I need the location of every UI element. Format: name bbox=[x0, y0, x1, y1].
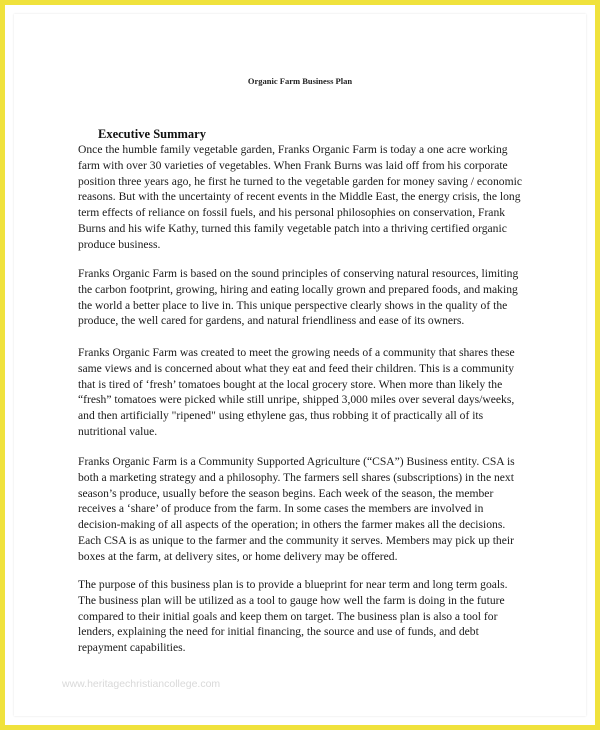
section-heading: Executive Summary bbox=[98, 127, 206, 141]
document-title: Organic Farm Business Plan bbox=[247, 76, 353, 86]
paragraph-purpose: The purpose of this business plan is to provide a blueprint for near term and long term goals. The business plan will be utilized as a tool to gauge how well the farm is doing in the future compared to their initial goals and keep them on target. The business plan is also a tool for lenders, explaining the need for initial financing, the source and use of funds, and debt repayment capabilities. bbox=[78, 578, 508, 655]
paragraph-intro: Once the humble family vegetable garden, Franks Organic Farm is today a one acre working farm with over 30 varieties of vegetables. When Frank Burns was laid off from his corporate position three years ago, he first he turned to the vegetable garden for money saving / economic reasons. But with the uncertainty of recent events in the Middle East, the energy crisis, the long term effects of reliance on fossil fuels, and his personal philosophies on conservation, Frank Burns and his wife Kathy, turned this family vegetable patch into a thriving certified organic produce business. bbox=[78, 143, 522, 251]
paragraph-principles: Franks Organic Farm is based on the sound principles of conserving natural resources, limiting the carbon footprint, growing, hiring and eating locally grown and prepared foods, and making the world a better place to live in. This unique perspective clearly shows in the quality of the produce, the well cared for gardens, and natural friendliness and ease of its owners. bbox=[78, 267, 519, 328]
watermark-text: www.heritagechristiancollege.com bbox=[62, 678, 221, 690]
paragraph-csa: Franks Organic Farm is a Community Supported Agriculture (“CSA”) Business entity. CSA is both a marketing strategy and a philosophy. The farmers sell shares (subscriptions) in the next season’s produce, usually before the season begins. Each week of the season, the member receives a ‘share’ of produce from the farm. In some cases the members are involved in decision-making of all aspects of the operation; in others the farmer makes all the decisions. Each CSA is as unique to the farmer and the community it serves. Members may pick up their boxes at the farm, at delivery sites, or home delivery may be offered. bbox=[78, 455, 515, 563]
paragraph-community: Franks Organic Farm was created to meet the growing needs of a community that shares these same views and is concerned about what they eat and feed their children. This is a community that is tired of ‘fresh’ tomatoes bought at the local grocery store. When more than likely the “fresh” tomatoes were picked while still unripe, shipped 3,000 miles over several days/weeks, and then artificially "ripened" using ethylene gas, thus robbing it of practically all of its nutritional value. bbox=[78, 346, 515, 438]
